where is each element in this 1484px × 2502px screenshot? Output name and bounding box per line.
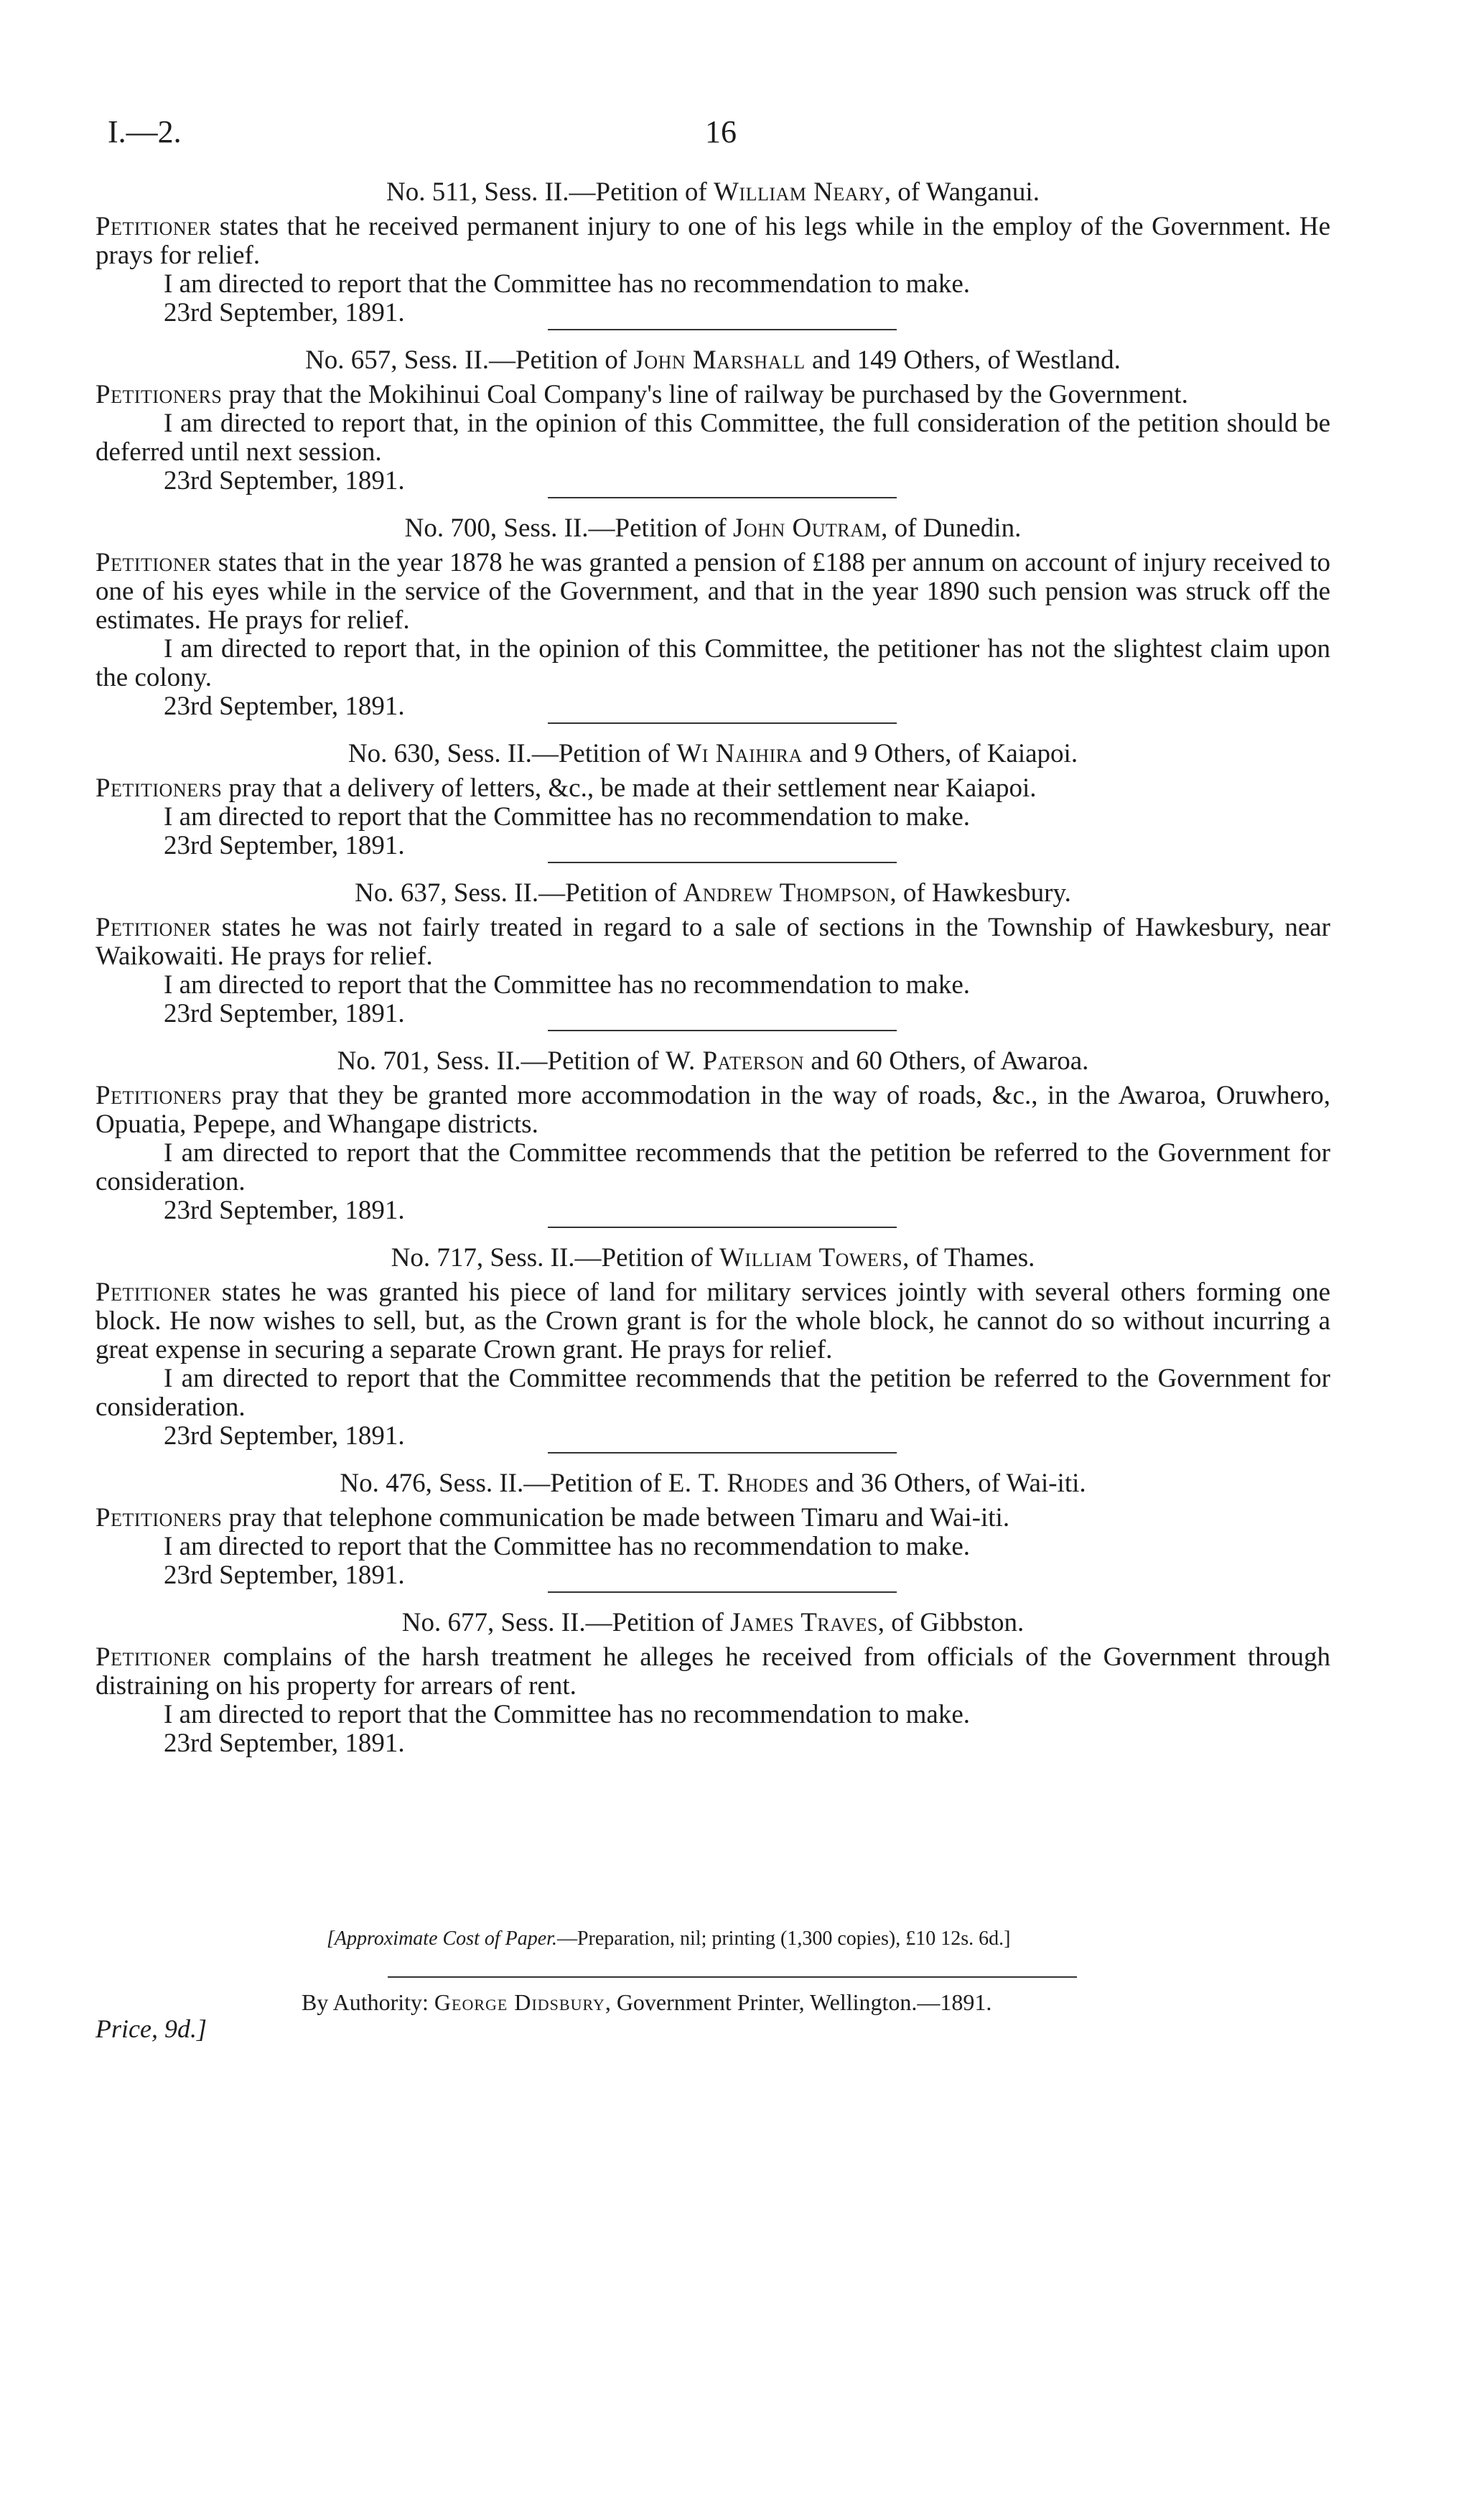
petition-entry [95, 740, 1330, 863]
petition-statement: Petitioner states that he received permanent injury to one of his legs while in the employ of the Government. He prays for relief. [95, 212, 1330, 270]
committee-report: I am directed to report that, in the opinion of this Committee, the full consideration of the petition should be deferred until next session. [95, 409, 1330, 467]
committee-report: I am directed to report that the Committee recommends that the petition be referred to the Government for consideration. [95, 1364, 1330, 1422]
petition-entry [95, 1609, 1330, 1758]
section-divider [548, 862, 897, 863]
petitioner-name: W. Paterson [665, 1046, 805, 1076]
approximate-cost-note: [Approximate Cost of Paper.—Preparation, nil; printing (1,300 copies), £10 12s. 6d.] [327, 1927, 1011, 1950]
footer-divider [388, 1976, 1077, 1978]
petitioner-name: William Towers [719, 1243, 903, 1273]
section-divider [548, 497, 897, 498]
price-note: Price, 9d.] [95, 2014, 207, 2043]
petition-entry [95, 514, 1330, 724]
petition-entry [95, 1244, 1330, 1454]
petition-statement: Petitioner states he was not fairly treated in regard to a sale of sections in the Township of Hawkesbury, near Waikowaiti. He prays for relief. [95, 913, 1331, 971]
section-divider [548, 1030, 897, 1031]
petition-statement: Petitioner states that in the year 1878 he was granted a pension of £188 per annum on account of injury received to one of his eyes while in the service of the Government, and that in the year 1890 such pension was struck off the estimates. He prays for relief. [95, 548, 1331, 635]
petition-statement: Petitioners pray that telephone communication be made between Timaru and Wai-iti. [95, 1503, 1010, 1533]
petition-title: No. 637, Sess. II.—Petition of Andrew Thompson, of Hawkesbury. [355, 878, 1071, 908]
committee-report: I am directed to report that the Committee has no recommendation to make. [164, 269, 971, 299]
committee-report: I am directed to report that the Committee has no recommendation to make. [164, 1700, 971, 1729]
petitions-body [95, 178, 1330, 1758]
petition-title: No. 511, Sess. II.—Petition of William Neary, of Wanganui. [386, 177, 1040, 207]
report-date: 23rd September, 1891. [164, 466, 405, 496]
petition-statement: Petitioner complains of the harsh treatment he alleges he received from officials of the Government through distraining on his property for arrears of rent. [95, 1642, 1331, 1701]
petitioner-name: John Marshall [633, 345, 806, 375]
petition-entry [95, 178, 1330, 330]
petition-title: No. 701, Sess. II.—Petition of W. Paterson and 60 Others, of Awaroa. [337, 1046, 1089, 1076]
petition-title: No. 700, Sess. II.—Petition of John Outram, of Dunedin. [404, 513, 1022, 543]
petition-statement: Petitioners pray that a delivery of letters, &c., be made at their settlement near Kaiapoi. [95, 773, 1037, 803]
petition-statement: Petitioners pray that the Mokihinui Coal Company's line of railway be purchased by the Government. [95, 380, 1188, 409]
printer-authority: By Authority: George Didsbury, Government Printer, Wellington.—1891. [302, 1989, 992, 2015]
section-divider [548, 1227, 897, 1228]
petition-entry [95, 879, 1330, 1031]
document-reference: I.—2. [108, 114, 182, 149]
report-date: 23rd September, 1891. [164, 831, 405, 860]
committee-report: I am directed to report that the Committee has no recommendation to make. [164, 802, 971, 832]
petition-title: No. 630, Sess. II.—Petition of Wi Naihira and 9 Others, of Kaiapoi. [347, 739, 1078, 768]
petition-entry [95, 1047, 1330, 1228]
section-divider [548, 722, 897, 724]
committee-report: I am directed to report that the Committee has no recommendation to make. [164, 970, 971, 1000]
report-date: 23rd September, 1891. [164, 692, 405, 721]
committee-report: I am directed to report that the Committee has no recommendation to make. [164, 1532, 971, 1561]
section-divider [548, 329, 897, 330]
petition-entry [95, 1469, 1330, 1593]
petitioner-name: Andrew Thompson [683, 878, 890, 908]
report-date: 23rd September, 1891. [164, 298, 405, 327]
page-number: 16 [705, 114, 737, 149]
report-date: 23rd September, 1891. [164, 1421, 405, 1451]
report-date: 23rd September, 1891. [164, 1729, 405, 1758]
petition-statement: Petitioners pray that they be granted more accommodation in the way of roads, &c., in the Awaroa, Oruwhero, Opuatia, Pepepe, and Whangape districts. [95, 1081, 1331, 1139]
printer-name: George Didsbury [434, 1989, 605, 2015]
petitioner-name: E. T. Rhodes [668, 1469, 809, 1498]
committee-report: I am directed to report that, in the opinion of this Committee, the petitioner has not the slightest claim upon the colony. [95, 634, 1330, 692]
petitioner-name: John Outram [733, 513, 882, 543]
report-date: 23rd September, 1891. [164, 999, 405, 1028]
section-divider [548, 1591, 897, 1593]
report-date: 23rd September, 1891. [164, 1196, 405, 1225]
report-date: 23rd September, 1891. [164, 1561, 405, 1590]
petition-title: No. 717, Sess. II.—Petition of William Towers, of Thames. [391, 1243, 1035, 1273]
committee-report: I am directed to report that the Committee recommends that the petition be referred to the Government for consideration. [95, 1138, 1330, 1196]
petition-statement: Petitioner states he was granted his piece of land for military services jointly with several others forming one block. He now wishes to sell, but, as the Crown grant is for the whole block, he cannot do so without incurring a great expense in securing a separate Crown grant. He prays for relief. [95, 1278, 1331, 1364]
petition-title: No. 657, Sess. II.—Petition of John Marshall and 149 Others, of Westland. [305, 345, 1121, 375]
petition-title: No. 476, Sess. II.—Petition of E. T. Rhodes and 36 Others, of Wai-iti. [340, 1469, 1086, 1498]
petition-title: No. 677, Sess. II.—Petition of James Traves, of Gibbston. [401, 1608, 1025, 1637]
petitioner-name: William Neary [714, 177, 885, 207]
petition-entry [95, 346, 1330, 498]
petitioner-name: Wi Naihira [676, 739, 803, 768]
section-divider [548, 1452, 897, 1454]
petitioner-name: James Traves [730, 1608, 878, 1637]
